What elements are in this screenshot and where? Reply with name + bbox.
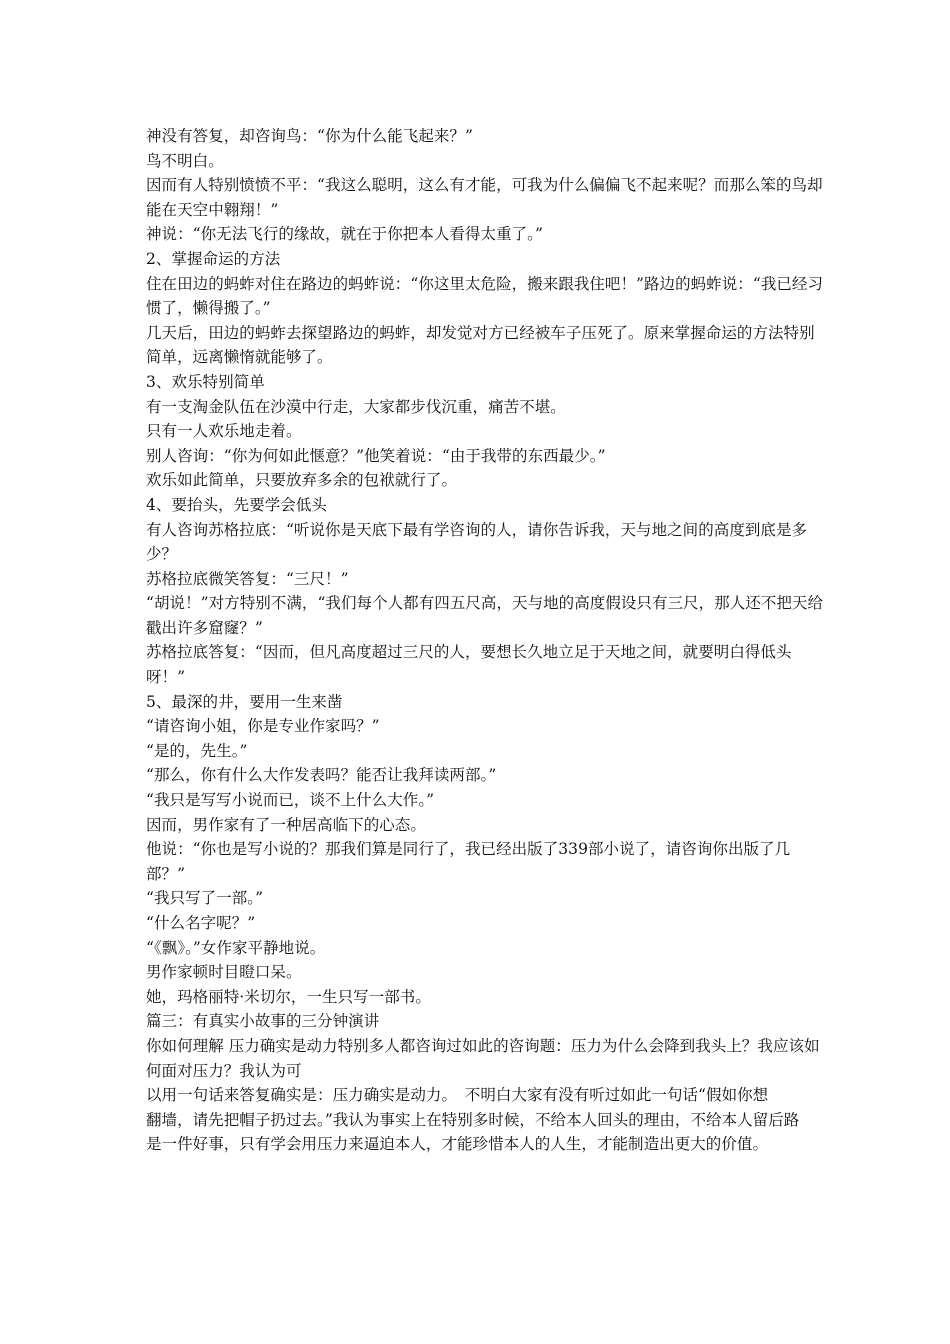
paragraph: “那么，你有什么大作发表吗？能否让我拜读两部。” <box>146 766 497 785</box>
paragraph: “我只写了一部。” <box>146 889 264 908</box>
paragraph: 神没有答复，却咨询鸟：“你为什么能飞起来？” <box>146 127 473 145</box>
paragraph: 几天后，田边的蚂蚱去探望路边的蚂蚱，却发觉对方已经被车子压死了。原来掌握命运的方法特别简单，远离懒惰就能够了。 <box>146 323 815 367</box>
paragraph: “《飘》。”女作家平静地说。 <box>146 938 326 957</box>
paragraph: “请咨询小姐，你是专业作家吗？” <box>146 717 380 736</box>
paragraph: 别人咨询：“你为何如此惬意？”他笑着说：“由于我带的东西最少。” <box>146 446 606 465</box>
paragraph: 因而，男作家有了一种居高临下的心态。 <box>146 815 426 834</box>
paragraph: 男作家顿时目瞪口呆。 <box>146 963 302 982</box>
paragraph: “胡说！”对方特别不满，“我们每个人都有四五尺高，天与地的高度假设只有三尺，那人还不把天给戳出许多窟窿？” <box>146 594 824 637</box>
paragraph: 翻墙，请先把帽子扔过去。”我认为事实上在特别多时候，不给本人回头的理由，不给本人留后路 <box>146 1110 800 1129</box>
section-heading: 3、欢乐特别简单 <box>146 372 265 391</box>
paragraph: “是的，先生。” <box>146 741 248 760</box>
paragraph: 以用一句话来答复确实是：压力确实是动力。 不明白大家有没有听过如此一句话“假如你想 <box>146 1086 769 1105</box>
paragraph: 只有一人欢乐地走着。 <box>146 422 302 441</box>
paragraph: 欢乐如此简单，只要放弃多余的包袱就行了。 <box>146 471 458 490</box>
paragraph: 有一支淘金队伍在沙漠中行走，大家都步伐沉重，痛苦不堪。 <box>146 397 566 416</box>
paragraph: 神说：“你无法飞行的缘故，就在于你把本人看得太重了。” <box>146 225 543 244</box>
section-heading: 篇三：有真实小故事的三分钟演讲 <box>146 1012 380 1031</box>
section-heading: 2、掌握命运的方法 <box>146 249 281 268</box>
paragraph: “什么名字呢？” <box>146 914 256 932</box>
section-heading: 4、要抬头，先要学会低头 <box>146 495 327 514</box>
paragraph: 因而有人特别愤愤不平：“我这么聪明，这么有才能，可我为什么偏偏飞不起来呢？而那么笨的鸟却能在天空中翱翔！” <box>146 176 823 219</box>
paragraph: “我只是写写小说而已，谈不上什么大作。” <box>146 791 435 810</box>
paragraph: 苏格拉底微笑答复：“三尺！” <box>146 569 349 588</box>
document-body <box>146 124 826 1157</box>
paragraph: 是一件好事，只有学会用压力来逼迫本人，才能珍惜本人的人生，才能制造出更大的价值。 <box>146 1135 769 1154</box>
paragraph: 住在田边的蚂蚱对住在路边的蚂蚱说：“你这里太危险，搬来跟我住吧！”路边的蚂蚱说：“我已经习惯了，懒得搬了。” <box>146 274 824 318</box>
paragraph: 她，玛格丽特·米切尔，一生只写一部书。 <box>146 987 431 1006</box>
paragraph: 你如何理解 压力确实是动力特别多人都咨询过如此的咨询题：压力为什么会降到我头上？我应该如何面对压力？我认为可 <box>146 1036 820 1080</box>
paragraph: 苏格拉底答复：“因而，但凡高度超过三尺的人，要想长久地立足于天地之间，就要明白得低头呀！” <box>146 643 792 687</box>
paragraph: 鸟不明白。 <box>146 151 224 170</box>
section-heading: 5、最深的井，要用一生来凿 <box>146 692 343 711</box>
paragraph: 有人咨询苏格拉底：“听说你是天底下最有学咨询的人，请你告诉我，天与地之间的高度到底是多少？ <box>146 520 808 564</box>
paragraph: 他说：“你也是写小说的？那我们算是同行了，我已经出版了339部小说了，请咨询你出版了几部？” <box>146 840 791 883</box>
